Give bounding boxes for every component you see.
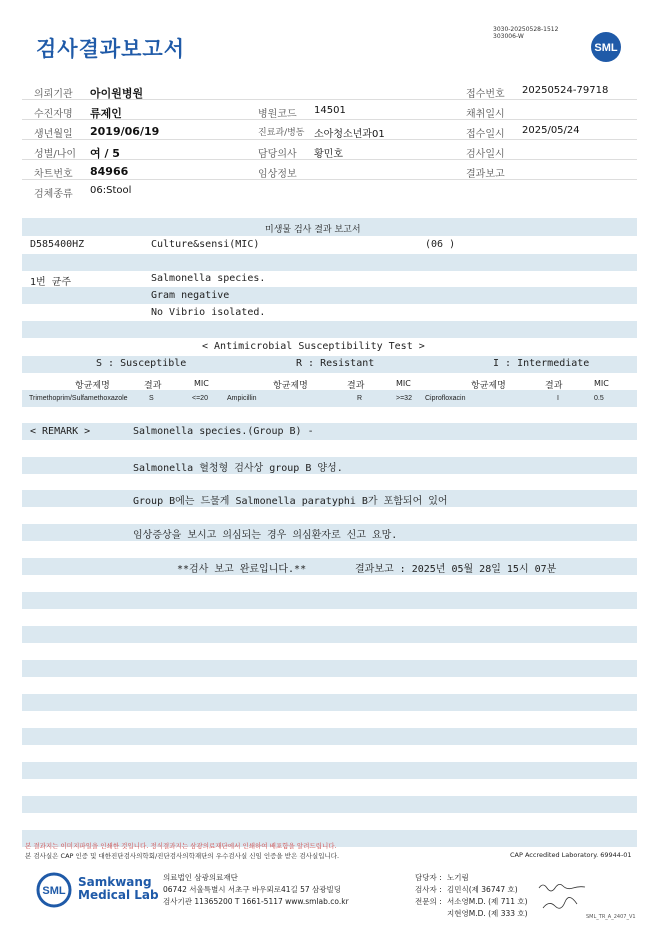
col-mic-header: MIC [396, 379, 411, 388]
drug-result: R [357, 395, 363, 402]
sex-age: 여 / 5 [90, 147, 120, 160]
document-code [493, 26, 558, 40]
receipt-date: 2025/05/24 [522, 125, 580, 136]
row-band [22, 321, 637, 338]
field-label: 임상정보 [258, 169, 297, 180]
staff-name: 서소영M.D. (제 711 호) [447, 897, 528, 906]
field-label: 담당의사 [258, 149, 297, 160]
section-title: 미생물 검사 결과 보고서 [265, 225, 361, 235]
document-id: SML_TR_A_2407_V1 [586, 914, 636, 920]
row-band [22, 287, 637, 304]
drug-mic: >=32 [396, 395, 412, 402]
completion-note: **검사 보고 완료입니다.** [177, 564, 307, 575]
org-info [163, 872, 349, 908]
header-row [22, 120, 637, 140]
staff-name: 김민식(제 36747 호) [447, 885, 518, 894]
staff-name: 노기림 [447, 873, 469, 882]
print-notice: 본 결과지는 이미지파일을 인쇄한 것입니다. 정식결과지는 삼광의료재단에서 인쇄하여 배포함을 알려드립니다. [25, 842, 337, 850]
org-contact: 검사기관 11365200 T 1661-5117 www.smlab.co.kr [163, 897, 349, 906]
code-line: 3030-20250528-1512 [493, 26, 559, 33]
field-label: 접수번호 [466, 89, 505, 100]
col-drug-header: 항균제명 [471, 381, 506, 391]
row-band [22, 796, 637, 813]
field-label: 생년월일 [34, 129, 73, 140]
field-label: 진료과/병동 [258, 128, 305, 138]
page-title: 검사결과보고서 [36, 37, 186, 61]
isolate-line: Salmonella species. [151, 273, 266, 284]
legend-resistant: R : Resistant [296, 358, 375, 369]
col-mic-header: MIC [594, 379, 609, 388]
row-band [22, 423, 637, 440]
department: 소아청소년과01 [314, 129, 385, 140]
col-result-header: 결과 [144, 381, 162, 391]
row-band [22, 762, 637, 779]
col-mic-header: MIC [194, 379, 209, 388]
isolate-label: 1번 균주 [30, 277, 72, 288]
staff-role: 전문의 : [415, 897, 442, 906]
hospital-code: 14501 [314, 105, 346, 116]
test-code: D585400HZ [30, 239, 85, 250]
header-row [22, 140, 637, 160]
drug-result: S [149, 395, 154, 402]
legend-susceptible: S : Susceptible [96, 358, 187, 369]
header-row [22, 160, 637, 180]
isolate-line: No Vibrio isolated. [151, 307, 266, 318]
staff-role: 검사자 : [415, 885, 442, 894]
test-name: Culture&sensi(MIC) [151, 239, 260, 250]
remark-line: 임상증상을 보시고 의심되는 경우 의심환자로 신고 요망. [133, 530, 398, 541]
legend-intermediate: I : Intermediate [493, 358, 590, 369]
remark-label: < REMARK > [30, 426, 91, 437]
remark-line: Salmonella 혈청형 검사상 group B 양성. [133, 463, 343, 474]
field-label: 채취일시 [466, 109, 505, 120]
sml-logo [590, 31, 622, 63]
row-band [22, 728, 637, 745]
brand-name [78, 876, 159, 902]
row-band [22, 660, 637, 677]
svg-text:SML: SML [42, 885, 66, 897]
field-label: 차트번호 [34, 169, 73, 180]
org-name: 의료법인 삼광의료재단 [163, 873, 238, 882]
staff-name: 지현영M.D. (제 333 호) [447, 909, 528, 918]
code-line: 303006-W [493, 33, 524, 40]
row-band [22, 592, 637, 609]
isolate-line: Gram negative [151, 290, 230, 301]
specimen-type: 06:Stool [90, 185, 132, 196]
field-label: 접수일시 [466, 129, 505, 140]
header-row [22, 80, 637, 100]
org-address: 06742 서울특별시 서초구 바우뫼로41길 57 삼광빌딩 [163, 885, 342, 894]
staff-list [415, 872, 528, 920]
field-label: 검사일시 [466, 149, 505, 160]
col-drug-header: 항균제명 [273, 381, 308, 391]
drug-name: Trimethoprim/Sulfamethoxazole [29, 395, 128, 402]
header-row [22, 100, 637, 120]
signature-scribbles [535, 880, 595, 914]
field-label: 결과보고 [466, 169, 505, 180]
staff-role: 담당자 : [415, 873, 442, 882]
field-label: 병원코드 [258, 109, 297, 120]
row-band [22, 694, 637, 711]
remark-line: Salmonella species.(Group B) - [133, 426, 314, 437]
physician: 황민호 [314, 149, 343, 160]
field-label: 수진자명 [34, 109, 73, 120]
certification-note: 본 검사실은 CAP 인증 및 대한진단검사의학회/진단검사의학재단의 우수검사실 신임 인증을 받은 검사실입니다. [25, 852, 340, 860]
brand-line: Samkwang [78, 875, 152, 889]
remark-line: Group B에는 드물게 Salmonella paratyphi B가 포함되어 있어 [133, 496, 448, 507]
drug-name: Ampicillin [227, 395, 257, 402]
cap-accreditation: CAP Accredited Laboratory. 69944-01 [510, 851, 632, 859]
patient-name: 류제인 [90, 107, 122, 120]
drug-mic: <=20 [192, 395, 208, 402]
field-label: 성별/나이 [34, 149, 77, 160]
drug-mic: 0.5 [594, 395, 604, 402]
col-result-header: 결과 [347, 381, 365, 391]
brand-line: Medical Lab [78, 888, 159, 902]
result-report-time: 결과보고 : 2025년 05월 28일 15시 07분 [355, 564, 557, 575]
logo-text: SML [594, 42, 618, 54]
row-band [22, 254, 637, 271]
sml-footer-logo [36, 872, 72, 908]
test-count: (06 ) [425, 239, 456, 250]
field-label: 의뢰기관 [34, 89, 73, 100]
col-result-header: 결과 [545, 381, 563, 391]
chart-number: 84966 [90, 165, 129, 178]
ast-title: < Antimicrobial Susceptibility Test > [202, 341, 425, 352]
birth-date: 2019/06/19 [90, 125, 160, 138]
accession-value: 20250524-79718 [522, 85, 609, 96]
drug-result: I [557, 395, 559, 402]
header-row [22, 180, 637, 200]
drug-name: Ciprofloxacin [425, 395, 466, 402]
row-band [22, 626, 637, 643]
institution-value: 아이원병원 [90, 87, 144, 100]
col-drug-header: 항균제명 [75, 381, 110, 391]
field-label: 검체종류 [34, 189, 73, 200]
